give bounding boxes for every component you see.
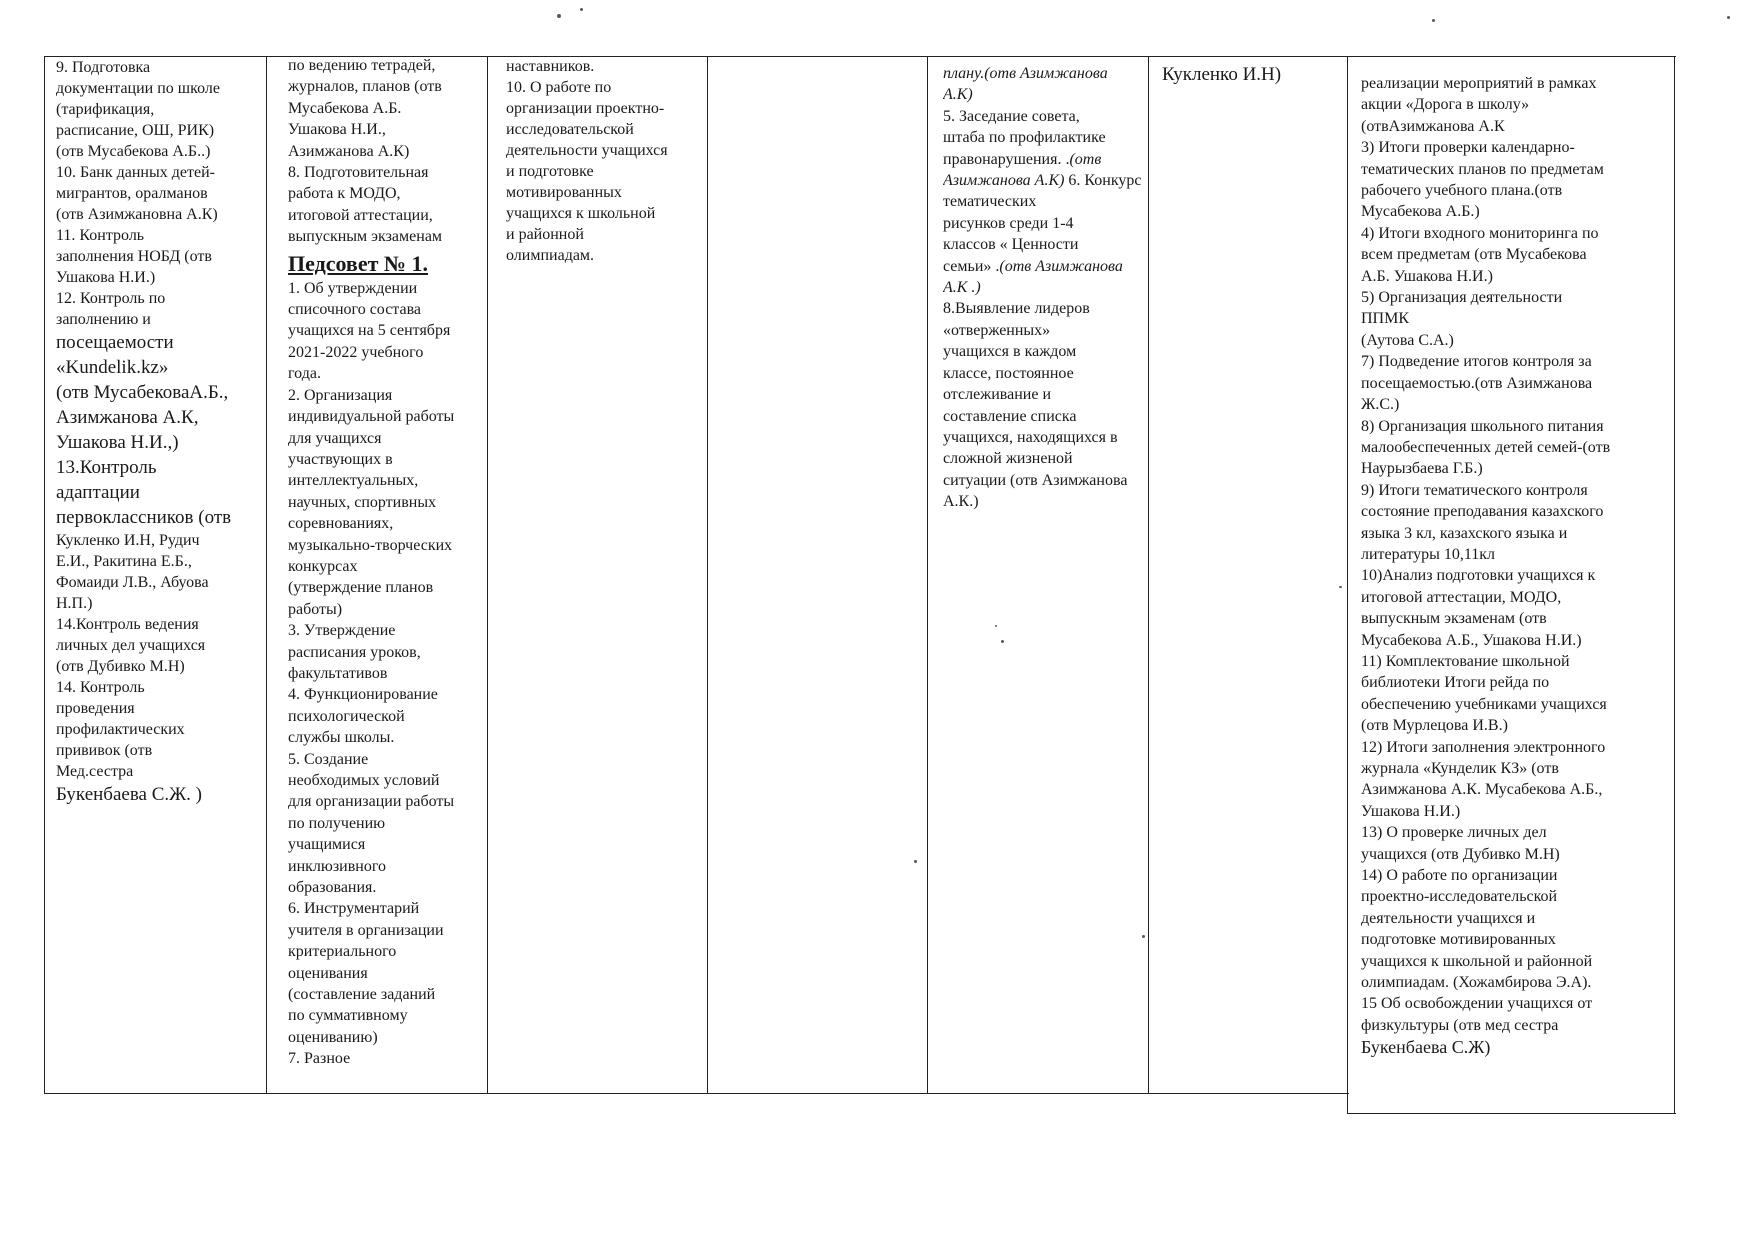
scan-speck [1001, 640, 1004, 643]
cell-text: 8.Выявление лидеров «отверженных» учащихся в каждом классе, постоянное отслеживание и составление списка учащихся, находящихся в сложной жизненой ситуации (отв Азимжанова А.К.) [943, 300, 1128, 511]
pedsovet-heading: Педсовет № 1. [288, 250, 428, 276]
scan-speck [1339, 586, 1342, 588]
table-border-right [1674, 57, 1675, 1113]
cell-text: реализации мероприятий в рамках акции «Дорога в школу» (отвАзимжанова А.К 3) Итоги проверки календарно- тематических планов по предметам рабочего учебного плана.(отв Мусабекова А.Б.) 4) Итоги входного мониторинга по всем предметам (отв Мусабекова А.Б. Ушакова Н.И.) 5) Организация деятельности ППМК (Аутова С.А.) 7) Подведение итогов контроля за посещаемостью.(отв Азимжанова Ж.С.) 8) Организация школьного питания малообеспеченных детей семей-(отв Наурызбаева Г.Б.) 9) Итоги тематического контроля состояние преподавания казахского языка 3 кл, казахского языка и литературы 10,11кл 10)Анализ подготовки учащихся к итоговой аттестации, МОДО, выпускным экзаменам (отв Мусабекова А.Б., Ушакова Н.И.) 11) Комплектование школьной библиотеки Итоги рейда по обеспечению учебниками учащихся (отв Мурлецова И.В.) 12) Итоги заполнения электронного журнала «Кунделик КЗ» (отв Азимжанова А.К. Мусабекова А.Б., Ушакова Н.И.) 13) О проверке личных дел учащихся (отв Дубивко М.Н) 14) О работе по организации проектно-исследовательской деятельности учащихся и подготовке мотивированных учащихся к школьной и районной олимпиадам. (Хожамбирова Э.А). 15 Об освобождении учащихся от физкультуры (отв мед сестра [1361, 75, 1611, 1034]
column-divider [487, 57, 488, 1093]
cell-text-italic: (отв Азимжанова А.К .) [943, 257, 1123, 297]
column-2-cell [288, 55, 486, 1070]
column-divider [927, 57, 928, 1093]
cell-text: наставников. 10. О работе по организации проектно- исследовательской деятельности учащихся и подготовке мотивированных учащихся к школьной и районной олимпиадам. [506, 58, 668, 264]
cell-text: Кукленко И.Н, Рудич Е.И., Ракитина Е.Б., Фомаиди Л.В., Абуова Н.П.) 14.Контроль ведения личных дел учащихся (отв Дубивко М.Н) 14. Контроль проведения профилактических прививок (отв Мед.сестра [56, 532, 209, 780]
scan-speck [995, 625, 997, 627]
scan-speck [580, 8, 583, 11]
cell-text: 9. Подготовка документации по школе (тарификация, расписание, ОШ, РИК) (отв Мусабекова А.Б..) 10. Банк данных детей- мигрантов, оралманов (отв Азимжановна А.К) 11. Контроль заполнения НОБД (отв Ушакова Н.И.) 12. Контроль по заполнению и [56, 59, 220, 328]
scan-speck [1142, 935, 1145, 938]
cell-text-italic: плану.(отв Азимжанова А.К) [943, 65, 1108, 104]
cell-text: 6. Конкурс тематических рисунков среди 1-4 классов « Ценности семьи» . [943, 172, 1142, 275]
scan-speck [1432, 19, 1435, 22]
column-3-cell [506, 56, 706, 266]
column-7-cell [1361, 73, 1673, 1058]
column-5-cell [943, 63, 1147, 513]
column-1-cell [56, 57, 264, 807]
cell-text: 5. Заседание совета, штаба по профилактике правонарушения. . [943, 107, 1106, 168]
column-6-cell [1162, 63, 1346, 87]
scan-speck [557, 14, 561, 18]
cell-text: Букенбаева С.Ж. ) [56, 784, 203, 805]
responsible-person: Кукленко И.Н) [1162, 64, 1282, 85]
column-divider [1148, 57, 1149, 1093]
cell-text: по ведению тетрадей, журналов, планов (отв Мусабекова А.Б. Ушакова Н.И., Азимжанова А.К) 8. Подготовительная работа к МОДО, итоговой аттестации, выпускным экзаменам [288, 57, 443, 246]
table-border-bottom-right [1347, 1113, 1676, 1114]
column-divider [1347, 57, 1348, 1113]
cell-text: 1. Об утверждении списочного состава учащихся на 5 сентября 2021-2022 учебного года. 2. Организация индивидуальной работы для учащихся участвующих в интеллектуальных, научных, спортивных соревнованиях, музыкально-творческих конкурсах (утверждение планов работы) 3. Утверждение расписания уроков, факультативов 4. Функционирование психологической службы школы. 5. Создание необходимых условий для организации работы по получению учащимися инклюзивного образования. 6. Инструментарий учителя в организации критериального оценивания (составление заданий по суммативному оцениванию) 7. Разное [288, 279, 455, 1068]
scan-speck [914, 860, 917, 863]
table-border-bottom [44, 1093, 1349, 1094]
scan-speck [1727, 16, 1730, 19]
cell-text: посещаемости «Kundelik.kz» (отв МусабековаА.Б., Азимжанова А.К, Ушакова Н.И.,) 13.Контроль адаптации первоклассников (отв [56, 332, 232, 528]
column-divider [707, 57, 708, 1093]
cell-text: Букенбаева С.Ж) [1361, 1037, 1491, 1058]
column-divider [266, 57, 267, 1093]
table-border-left [44, 57, 45, 1093]
cell-text-italic: (отв Азимжанова А.К) [943, 150, 1102, 190]
plan-table [44, 56, 1676, 1093]
